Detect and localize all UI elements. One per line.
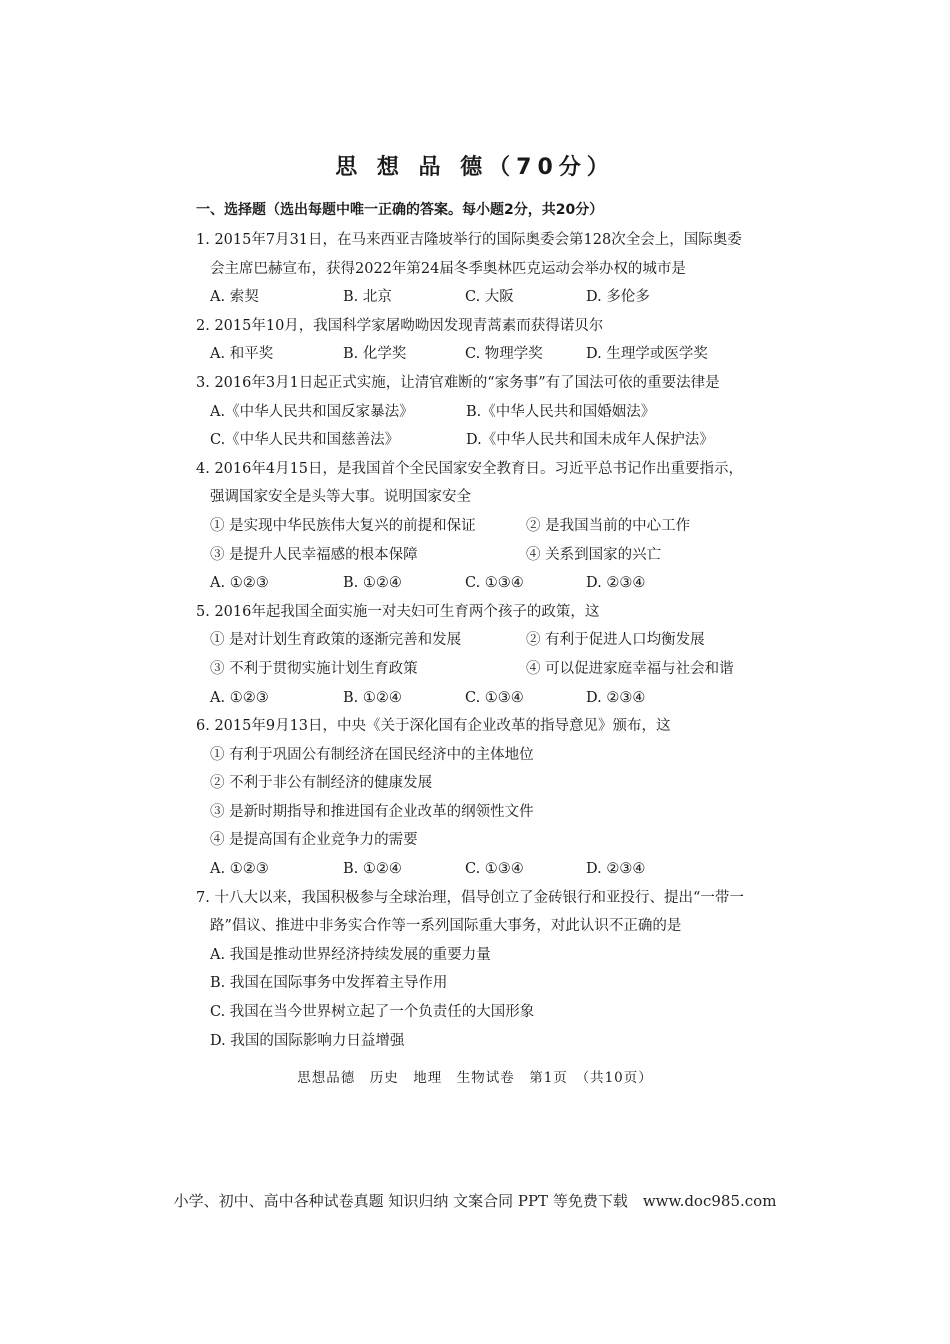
question-stem: 强调国家安全是头等大事。说明国家安全	[210, 489, 471, 506]
option-d: D. ②③④	[586, 689, 646, 706]
question-stem: 3. 2016年3月1日起正式实施，让清官难断的“家务事”有了国法可依的重要法律是	[196, 374, 720, 391]
statement-4: ④ 可以促进家庭幸福与社会和谐	[526, 660, 734, 677]
statement-row	[196, 541, 796, 570]
option-row	[196, 569, 796, 598]
page-title: 思 想 品 德（70分）	[335, 155, 615, 180]
statement-1: ① 有利于巩固公有制经济在国民经济中的主体地位	[210, 746, 534, 763]
option-a: A. 索契	[210, 289, 259, 306]
option-a: A. 我国是推动世界经济持续发展的重要力量	[210, 946, 491, 963]
statement-2: ② 有利于促进人口均衡发展	[526, 632, 705, 649]
option-c: C.《中华人民共和国慈善法》	[210, 432, 400, 449]
statement-4: ④ 是提高国有企业竞争力的需要	[210, 832, 418, 849]
question-4	[196, 455, 796, 598]
question-6	[196, 712, 796, 884]
option-row	[196, 340, 796, 369]
statement-4: ④ 关系到国家的兴亡	[526, 546, 662, 563]
option-c: C. 物理学奖	[465, 346, 543, 363]
option-row	[196, 855, 796, 884]
question-stem: 5. 2016年起我国全面实施一对夫妇可生育两个孩子的政策，这	[196, 603, 600, 620]
question-stem: 4. 2016年4月15日，是我国首个全民国家安全教育日。习近平总书记作出重要指示，	[196, 460, 744, 477]
option-a: A.《中华人民共和国反家暴法》	[210, 403, 414, 420]
option-b: B. ①②④	[343, 575, 402, 592]
option-c: C. 我国在当今世界树立起了一个负责任的大国形象	[210, 1004, 535, 1021]
statement-row	[196, 626, 796, 655]
question-2	[196, 312, 796, 369]
option-row	[196, 283, 796, 312]
option-a: A. ①②③	[210, 575, 269, 592]
option-c: C. 大阪	[465, 289, 514, 306]
option-b: B. 北京	[343, 289, 392, 306]
option-d: D. 生理学或医学奖	[586, 346, 708, 363]
question-1	[196, 226, 796, 312]
question-7	[196, 884, 796, 1056]
question-stem: 路”倡议、推进中非务实合作等一系列国际重大事务，对此认识不正确的是	[210, 918, 682, 935]
question-stem: 2. 2015年10月，我国科学家屠呦呦因发现青蒿素而获得诺贝尔	[196, 317, 604, 334]
statement-row	[196, 512, 796, 541]
option-row	[196, 398, 796, 427]
statement-3: ③ 是提升人民幸福感的根本保障	[210, 546, 418, 563]
option-row	[196, 426, 796, 455]
option-d: D. 多伦多	[586, 289, 650, 306]
question-stem: 6. 2015年9月13日，中央《关于深化国有企业改革的指导意见》颁布，这	[196, 718, 671, 735]
option-d: D.《中华人民共和国未成年人保护法》	[466, 432, 714, 449]
option-b: B. ①②④	[343, 689, 402, 706]
option-c: C. ①③④	[465, 689, 524, 706]
question-stem: 会主席巴赫宣布，获得2022年第24届冬季奥林匹克运动会举办权的城市是	[210, 260, 686, 277]
watermark-text: 小学、初中、高中各种试卷真题 知识归纳 文案合同 PPT 等免费下载 www.doc985.com	[173, 1192, 777, 1210]
statement-3: ③ 不利于贯彻实施计划生育政策	[210, 660, 418, 677]
option-b: B. ①②④	[343, 861, 402, 878]
option-b: B. 我国在国际事务中发挥着主导作用	[210, 975, 448, 992]
option-d: D. ②③④	[586, 575, 646, 592]
statement-2: ② 不利于非公有制经济的健康发展	[210, 775, 433, 792]
option-a: A. ①②③	[210, 861, 269, 878]
section-heading: 一、选择题（选出每题中唯一正确的答案。每小题2分，共20分）	[196, 202, 604, 218]
option-d: D. ②③④	[586, 861, 646, 878]
option-b: B. 化学奖	[343, 346, 407, 363]
statement-2: ② 是我国当前的中心工作	[526, 517, 691, 534]
statement-3: ③ 是新时期指导和推进国有企业改革的纲领性文件	[210, 803, 534, 820]
question-5	[196, 598, 796, 712]
option-c: C. ①③④	[465, 861, 524, 878]
statement-1: ① 是实现中华民族伟大复兴的前提和保证	[210, 517, 476, 534]
question-stem: 1. 2015年7月31日，在马来西亚吉隆坡举行的国际奥委会第128次全会上，国际奥委	[196, 232, 742, 248]
option-b: B.《中华人民共和国婚姻法》	[466, 403, 656, 420]
option-row	[196, 684, 796, 713]
option-c: C. ①③④	[465, 575, 524, 592]
statement-row	[196, 655, 796, 684]
option-a: A. ①②③	[210, 689, 269, 706]
statement-1: ① 是对计划生育政策的逐渐完善和发展	[210, 632, 462, 649]
option-a: A. 和平奖	[210, 346, 274, 363]
page-footer: 思想品德 历史 地理 生物试卷 第1页 （共10页）	[297, 1070, 653, 1086]
option-d: D. 我国的国际影响力日益增强	[210, 1032, 405, 1049]
question-3	[196, 369, 796, 455]
question-stem: 7. 十八大以来，我国积极参与全球治理，倡导创立了金砖银行和亚投行、提出“一带一	[196, 889, 744, 906]
question-list	[196, 226, 796, 1055]
